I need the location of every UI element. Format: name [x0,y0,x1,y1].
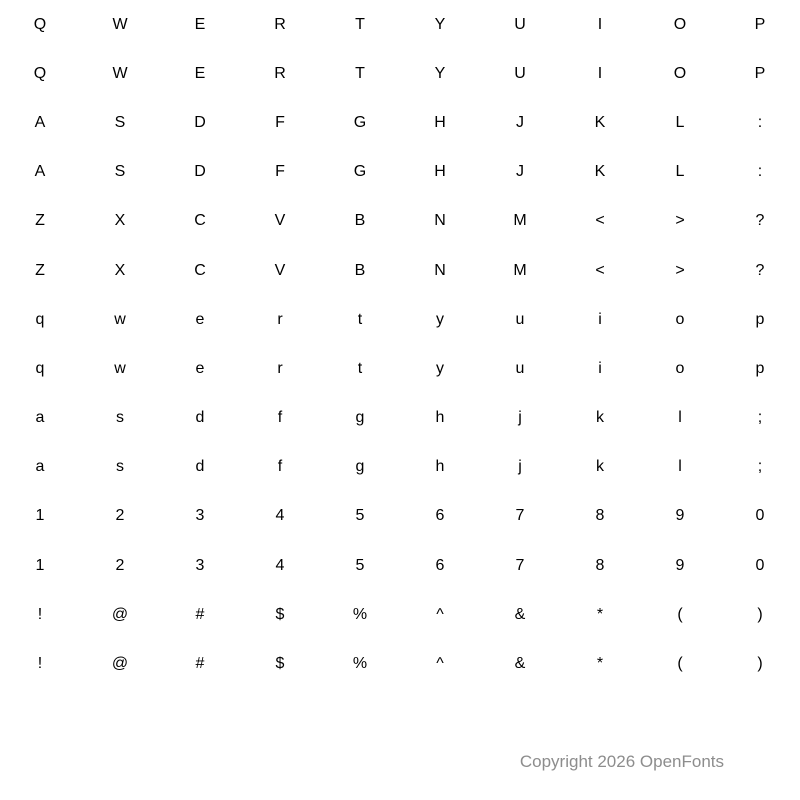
glyph-sample: @ [111,655,129,673]
glyph-sample: > [675,261,685,279]
glyph-reference: C [194,212,206,230]
glyph-reference: @ [111,605,129,623]
glyph-sample: o [675,359,685,377]
glyph-sample: R [274,64,286,82]
glyph-reference: q [35,310,45,328]
glyph-reference: 6 [435,507,445,525]
glyph-reference: % [352,605,368,623]
glyph-reference: ( [677,605,683,623]
glyph-sample: q [35,359,45,377]
glyph-reference: r [277,310,283,328]
glyph-reference: 8 [595,507,605,525]
glyph-sample: X [114,261,126,279]
glyph-sample: < [595,261,605,279]
glyph-sample: 2 [115,556,125,574]
glyph-reference: y [436,310,444,328]
glyph-reference: 3 [195,507,205,525]
glyph-sample: e [195,359,205,377]
glyph-sample: Z [35,261,45,279]
glyph-sample: ! [37,655,43,673]
glyph-reference: N [434,212,446,230]
glyph-reference: F [275,113,285,131]
glyph-sample: r [277,359,283,377]
glyph-reference: ? [755,212,765,230]
glyph-reference: 5 [355,507,365,525]
glyph-sample: 1 [35,556,45,574]
glyph-reference: I [597,15,603,33]
glyph-sample: B [354,261,366,279]
glyph-reference: a [35,409,45,427]
glyph-reference: g [355,409,365,427]
glyph-reference: D [194,113,206,131]
glyph-reference: J [516,113,524,131]
glyph-sample: A [34,163,46,181]
glyph-reference: B [354,212,366,230]
glyph-sample: k [596,458,604,476]
glyph-sample: M [513,261,527,279]
glyph-sample: O [673,64,687,82]
glyph-reference: k [596,409,604,427]
glyph-reference: d [195,409,205,427]
glyph-sample: p [755,359,765,377]
glyph-reference: h [435,409,445,427]
glyph-reference: s [116,409,124,427]
glyph-sample: ^ [436,655,444,673]
glyph-sample: I [597,64,603,82]
glyph-reference: P [754,15,766,33]
glyph-sample: ( [677,655,683,673]
glyph-sample: 5 [355,556,365,574]
glyph-reference: S [114,113,126,131]
glyph-sample: g [355,458,365,476]
glyph-sample: Y [434,64,446,82]
glyph-sample: Q [33,64,47,82]
glyph-reference: Y [434,15,446,33]
glyph-reference: 4 [275,507,285,525]
glyph-sample: U [514,64,526,82]
glyph-reference: W [112,15,128,33]
glyph-reference: u [515,310,525,328]
glyph-reference: G [353,113,367,131]
glyph-reference: w [114,310,126,328]
glyph-reference: o [675,310,685,328]
glyph-reference: M [513,212,527,230]
glyph-sample: G [353,163,367,181]
glyph-sample: w [114,359,126,377]
glyph-reference: 0 [755,507,765,525]
glyph-reference: e [195,310,205,328]
glyph-sample: % [352,655,368,673]
glyph-reference: $ [275,605,285,623]
glyph-reference: V [274,212,286,230]
glyph-sample: V [274,261,286,279]
glyph-reference: > [675,212,685,230]
glyph-sample: N [434,261,446,279]
glyph-reference: i [598,310,602,328]
glyph-reference: 7 [515,507,525,525]
glyph-sample: 0 [755,556,765,574]
glyph-sample: f [277,458,283,476]
glyph-sample: D [194,163,206,181]
glyph-reference: T [355,15,365,33]
glyph-sample: P [754,64,766,82]
glyph-reference: ) [757,605,763,623]
glyph-sample: $ [275,655,285,673]
glyph-sample: H [434,163,446,181]
glyph-sample: K [594,163,606,181]
glyph-reference: U [514,15,526,33]
glyph-sample: a [35,458,45,476]
glyph-sample: E [194,64,206,82]
glyph-reference: ! [37,605,43,623]
glyph-sample: 9 [675,556,685,574]
glyph-sample: y [436,359,444,377]
glyph-reference: X [114,212,126,230]
glyph-sample: l [678,458,682,476]
glyph-sample: 7 [515,556,525,574]
glyph-sample: 8 [595,556,605,574]
glyph-reference: ; [757,409,763,427]
glyph-sample: * [596,655,604,673]
glyph-reference: : [757,113,763,131]
glyph-sample: ? [755,261,765,279]
glyph-sample: t [357,359,363,377]
glyph-reference: Q [33,15,47,33]
glyph-reference: R [274,15,286,33]
glyph-reference: f [277,409,283,427]
glyph-sample: # [195,655,205,673]
glyph-sample: ; [757,458,763,476]
glyph-reference: 2 [115,507,125,525]
glyph-reference: # [195,605,205,623]
glyph-reference: 9 [675,507,685,525]
glyph-reference: < [595,212,605,230]
glyph-sample: u [515,359,525,377]
glyph-sample: W [112,64,128,82]
glyph-sample: s [116,458,124,476]
glyph-reference: L [675,113,685,131]
glyph-reference: A [34,113,46,131]
glyph-reference: E [194,15,206,33]
glyph-sample: J [516,163,524,181]
glyph-reference: * [596,605,604,623]
glyph-sample: h [435,458,445,476]
glyph-reference: l [678,409,682,427]
glyph-reference: O [673,15,687,33]
glyph-sample: d [195,458,205,476]
glyph-reference: H [434,113,446,131]
glyph-reference: t [357,310,363,328]
glyph-reference: Z [35,212,45,230]
glyph-sample: & [514,655,526,673]
glyph-sample: S [114,163,126,181]
glyph-sample: L [675,163,685,181]
glyph-sample: : [757,163,763,181]
glyph-reference: ^ [436,605,444,623]
glyph-reference: j [518,409,522,427]
glyph-reference: & [514,605,526,623]
copyright-notice: Copyright 2026 OpenFonts [519,752,724,771]
glyph-reference: p [755,310,765,328]
glyph-sample: ) [757,655,763,673]
glyph-reference: K [594,113,606,131]
glyph-sample: T [355,64,365,82]
glyph-sample: F [275,163,285,181]
glyph-sample: 3 [195,556,205,574]
glyph-sample: j [518,458,522,476]
glyph-sample: 4 [275,556,285,574]
glyph-reference: 1 [35,507,45,525]
glyph-sample: C [194,261,206,279]
glyph-sample: i [598,359,602,377]
glyph-sample: 6 [435,556,445,574]
